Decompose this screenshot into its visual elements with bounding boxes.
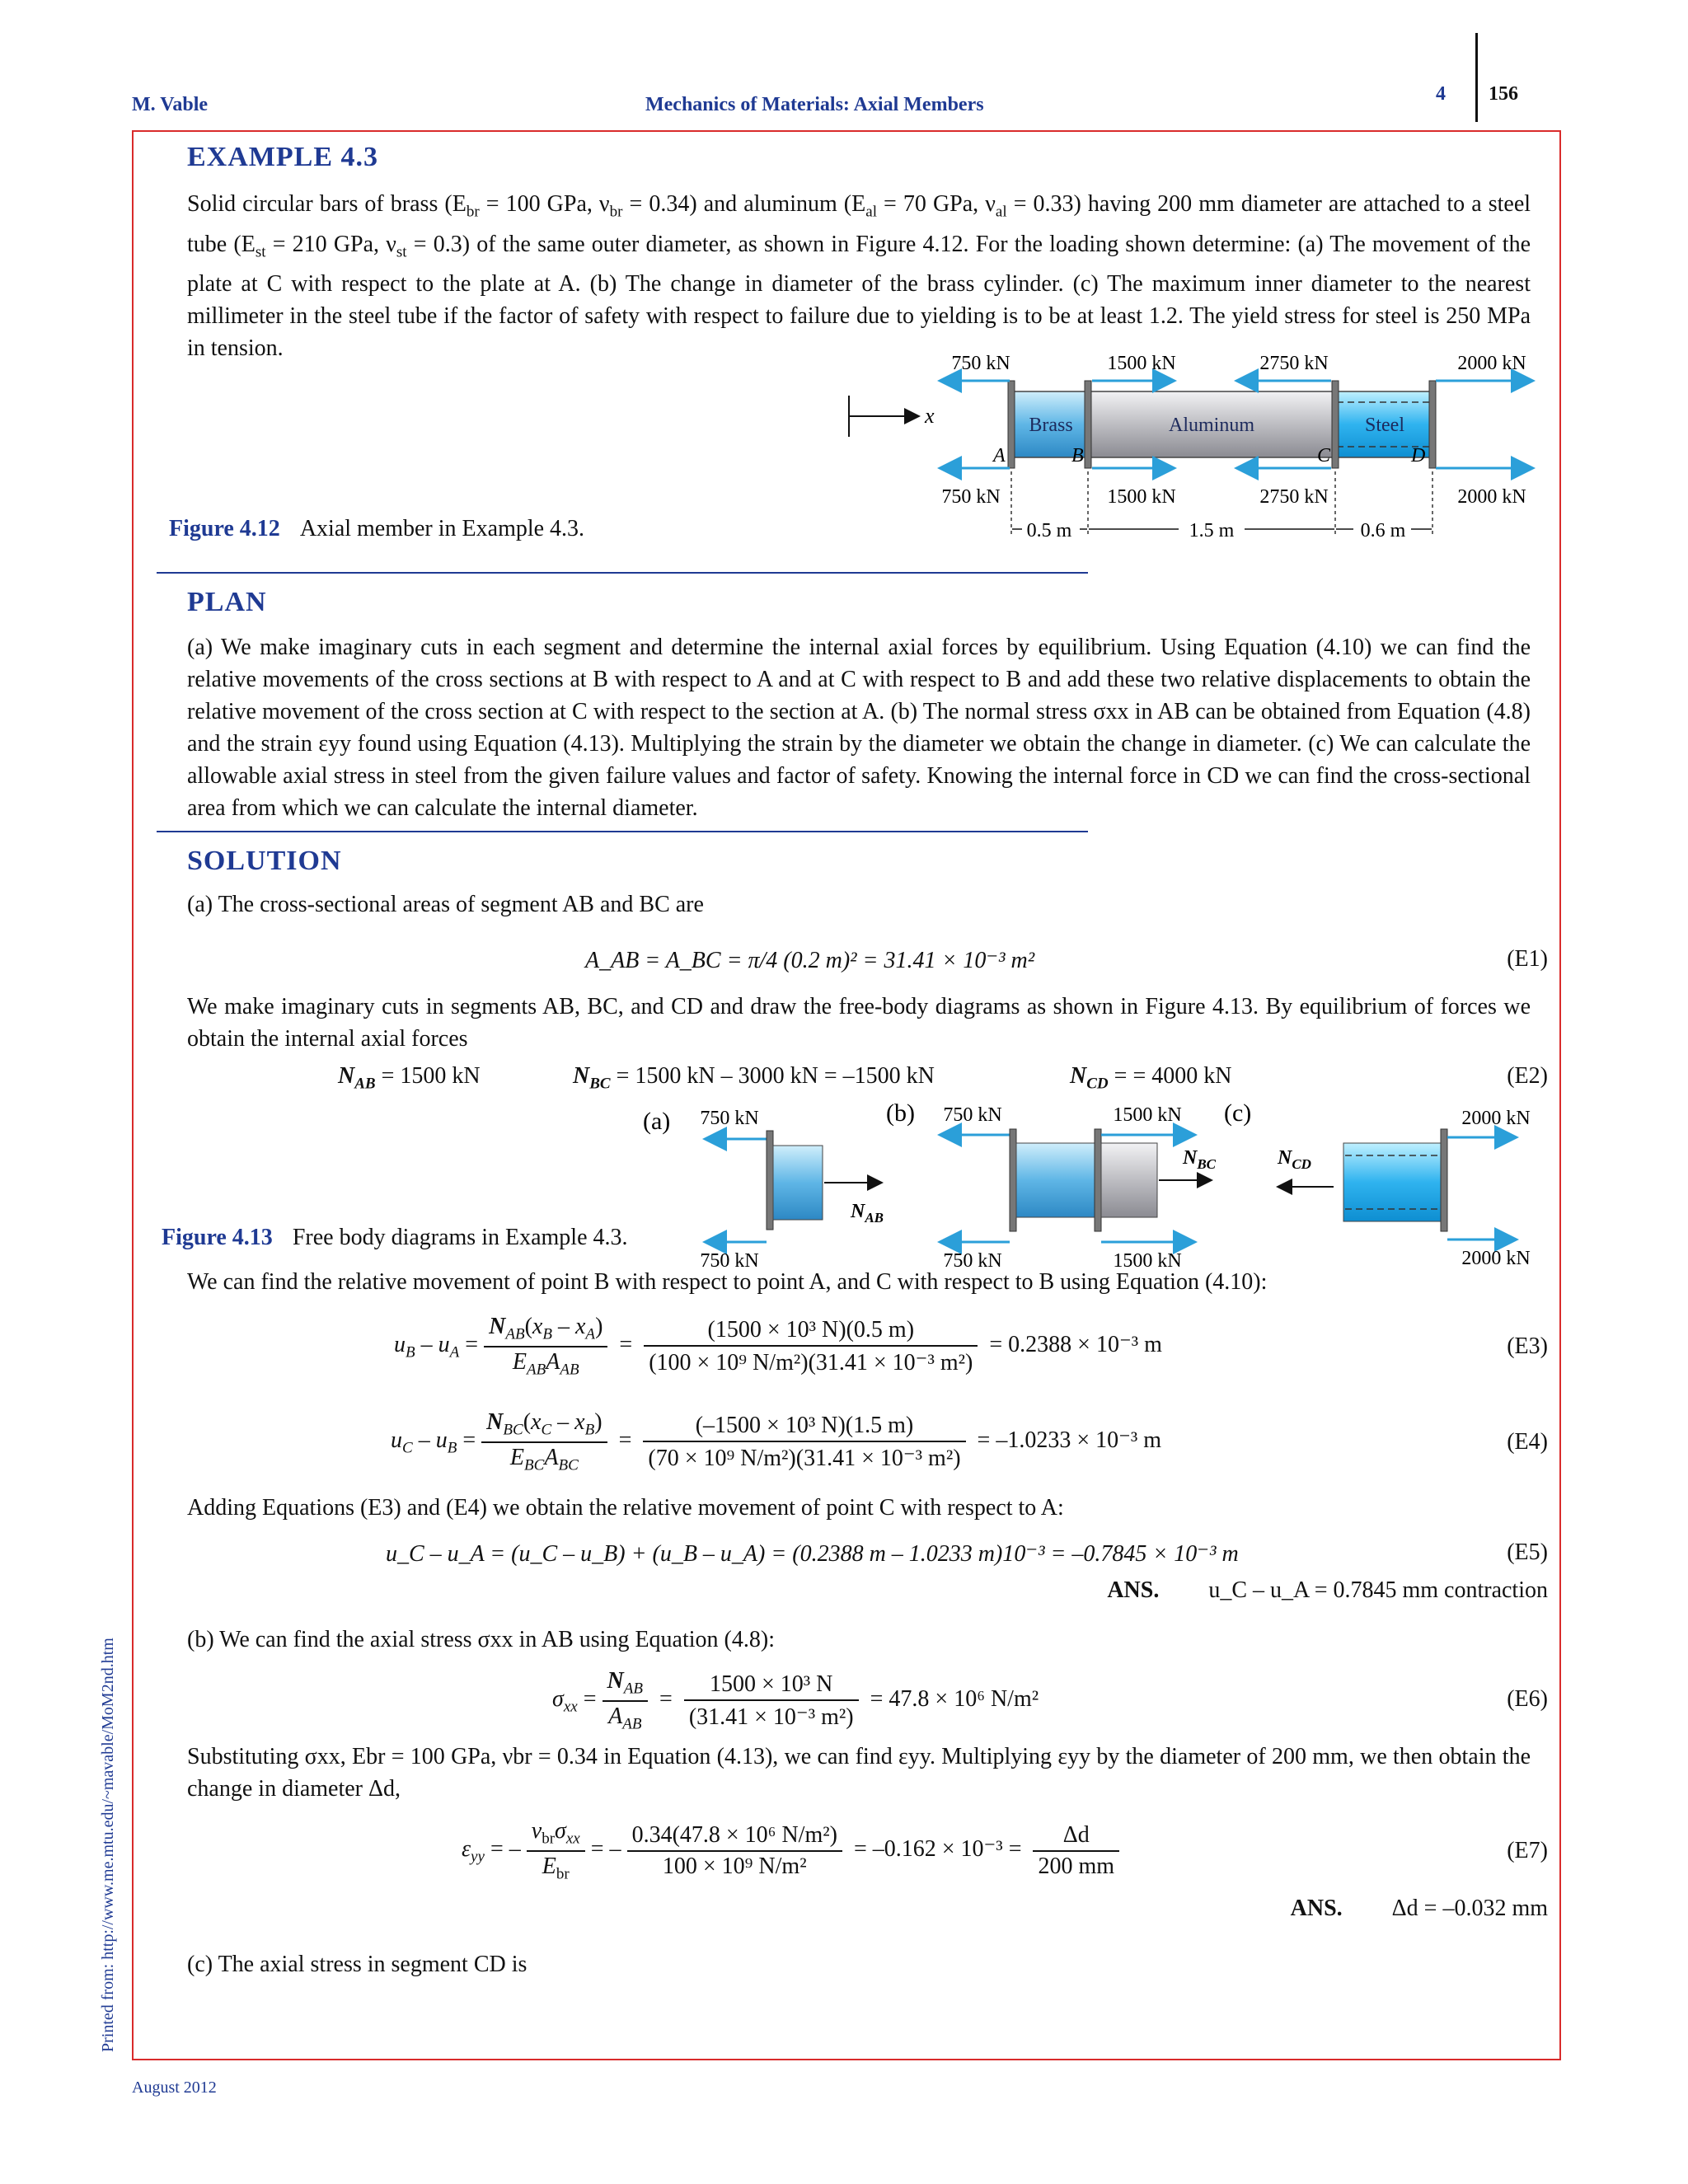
label-brass: Brass bbox=[1029, 415, 1073, 436]
plate-b bbox=[1085, 381, 1091, 468]
tag-e7: (E7) bbox=[1507, 1838, 1548, 1863]
tag-e4: (E4) bbox=[1507, 1429, 1548, 1455]
tag-e5: (E5) bbox=[1507, 1540, 1548, 1565]
tag-e2: (E2) bbox=[1507, 1063, 1548, 1089]
equation-e2-nab: $N_{AB} = 1500$ kN bbox=[338, 1063, 481, 1093]
top-force-d: 2000 kN bbox=[1457, 353, 1526, 374]
running-title: Mechanics of Materials: Axial Members bbox=[645, 94, 984, 115]
point-b: B bbox=[1071, 445, 1084, 466]
fbd-c-top-force: 2000 kN bbox=[1461, 1108, 1531, 1129]
equation-e2-ncd: $N_{CD}$ = = 4000 kN bbox=[1070, 1063, 1232, 1093]
part-b-text: (b) We can find the axial stress σxx in AB using Equation (4.8): bbox=[187, 1627, 775, 1652]
fbd-c-internal: $N_{CD}$ bbox=[1278, 1147, 1311, 1172]
fbd-b-aluminum bbox=[1101, 1143, 1157, 1217]
equation-e7: $\varepsilon_{yy}$ = – $\frac{\nu_{br}\sigma_{xx}}{E_{br}}$ = – $\frac{\text{0.34(47.8 × 10⁶ N/m²)}}{\text{100 × 10⁹ N/m²}}$ = –0.162 × 10⁻³ = $\frac{\Delta d}{200 mm}$ bbox=[462, 1818, 1119, 1883]
fbd-c-tag: (c) bbox=[1224, 1099, 1252, 1127]
page-number: 156 bbox=[1489, 83, 1518, 105]
top-force-c: 2750 kN bbox=[1259, 353, 1329, 374]
fbd-b-internal: $N_{BC}$ bbox=[1183, 1147, 1217, 1172]
figure-4-13-caption: Figure 4.13 Free body diagrams in Example 4.3. bbox=[162, 1225, 628, 1250]
equation-e1: A_AB = A_BC = π/4 (0.2 m)² = 31.41 × 10⁻³ m² bbox=[585, 948, 1035, 973]
tag-e3: (E3) bbox=[1507, 1333, 1548, 1359]
figure-4-13-diagram bbox=[635, 1098, 1541, 1271]
fbd-b-tag: (b) bbox=[886, 1099, 915, 1127]
solution-a-intro: (a) The cross-sectional areas of segment AB and BC are bbox=[187, 892, 704, 917]
cuts-text: We make imaginary cuts in segments AB, BC, and CD and draw the free-body diagrams as shown in Figure 4.13. By equilibrium of forces we obtain the internal axial forces bbox=[187, 994, 1531, 1052]
plate-a bbox=[1008, 381, 1015, 468]
dim-ab: 0.5 m bbox=[1026, 520, 1072, 541]
substituting-text: Substituting σxx, Ebr = 100 GPa, νbr = 0.34 in Equation (4.13), we can find εyy. Multiplying εyy by the diameter of 200 mm, we then obtain the change in diameter Δd, bbox=[187, 1744, 1531, 1802]
equation-e5: u_C – u_A = (u_C – u_B) + (u_B – u_A) = (0.2388 m – 1.0233 m)10⁻³ = –0.7845 × 10⁻³ m bbox=[386, 1541, 1239, 1567]
top-force-b: 1500 kN bbox=[1107, 353, 1176, 374]
adding-text: Adding Equations (E3) and (E4) we obtain the relative movement of point C with respect to A: bbox=[187, 1495, 1064, 1521]
solution-heading: SOLUTION bbox=[187, 846, 342, 876]
chapter-number: 4 bbox=[1436, 83, 1446, 105]
fbd-b-brass bbox=[1016, 1143, 1095, 1217]
answer-b: ANS. Δd = –0.032 mm bbox=[1290, 1896, 1548, 1921]
fbd-b-top-left: 750 kN bbox=[943, 1104, 1002, 1126]
problem-statement: Solid circular bars of brass ($E_{br} = 100$ GPa, $\nu_{br} = 0.34$) and aluminum ($E_{al} = 70$ GPa, $\nu_{al} = 0.33$) having 200 mm diameter are attached to a steel tube ($E_{st} = 210$ GPa, $\nu_{st} = 0.3$) of the same outer diameter, as shown in Figure 4.12. For the loading shown determine: (a) The movement of the plate at C with respect to the plate at A. (b) The change in diameter of the brass cylinder. (c) The maximum inner diameter to the nearest millimeter in the steel tube if the factor of safety with respect to failure due to yielding is to be at least 1.2. The yield stress for steel is 250 MPa in tension. bbox=[187, 191, 1531, 362]
header-divider bbox=[1475, 33, 1478, 122]
relative-movement-text: We can find the relative movement of point B with respect to point A, and C with respect to B using Equation (4.10): bbox=[187, 1269, 1268, 1295]
fbd-b-plate-mid bbox=[1095, 1129, 1101, 1231]
dim-cd: 0.6 m bbox=[1360, 520, 1406, 541]
top-force-a: 750 kN bbox=[951, 353, 1010, 374]
side-note: Printed from: http://www.me.mtu.edu/~mavable/MoM2nd.htm bbox=[99, 1638, 117, 2052]
bottom-force-a: 750 kN bbox=[941, 486, 1001, 508]
point-a: A bbox=[993, 445, 1006, 466]
figure-4-12-caption: Figure 4.12 Axial member in Example 4.3. bbox=[169, 516, 585, 541]
fbd-a-plate bbox=[767, 1131, 773, 1230]
fbd-c-bottom-force: 2000 kN bbox=[1461, 1248, 1531, 1269]
equation-e3: $u_B - u_A$ = $\frac{N_{AB}(x_B - x_A)}{E_{AB}A_{AB}}$ = $\frac{\text{(1500 × 10³ N)(0.5 m)}}{\text{(100 × 10⁹ N/m²)(31.41 × 10⁻³ m²)}}$ = 0.2388 × 10⁻³ m bbox=[394, 1314, 1162, 1379]
equation-e6: $\sigma_{xx}$ = $\frac{N_{AB}}{A_{AB}}$ = $\frac{\text{1500 × 10³ N}}{\text{(31.41 × 10⁻³ m²)}}$ = 47.8 × 10⁶ N/m² bbox=[552, 1668, 1039, 1733]
bottom-force-d: 2000 kN bbox=[1457, 486, 1526, 508]
fbd-b-bottom-right: 1500 kN bbox=[1113, 1250, 1182, 1271]
fbd-b-top-right: 1500 kN bbox=[1113, 1104, 1182, 1126]
fbd-a-internal: $N_{AB}$ bbox=[851, 1201, 884, 1226]
fbd-a-top-force: 750 kN bbox=[700, 1108, 759, 1129]
plan-rule-top bbox=[157, 572, 1088, 574]
plate-c bbox=[1332, 381, 1339, 468]
point-c: C bbox=[1317, 445, 1331, 466]
label-aluminum: Aluminum bbox=[1168, 415, 1255, 436]
equation-e2-nbc: $N_{BC} = 1500$ kN – 3000 kN = –1500 kN bbox=[573, 1063, 935, 1093]
fbd-b-bottom-left: 750 kN bbox=[943, 1250, 1002, 1271]
answer-a: ANS. u_C – u_A = 0.7845 mm contraction bbox=[1107, 1577, 1548, 1603]
fbd-c-plate bbox=[1441, 1129, 1447, 1231]
example-heading: EXAMPLE 4.3 bbox=[187, 142, 378, 172]
bottom-force-b: 1500 kN bbox=[1107, 486, 1176, 508]
label-steel: Steel bbox=[1365, 415, 1404, 436]
fbd-a-tag: (a) bbox=[643, 1108, 671, 1135]
plan-text: (a) We make imaginary cuts in each segment and determine the internal axial forces by equilibrium. Using Equation (4.10) we can find the relative movements of the cross sections at B with respect to A and at C with respect to B and add these two relative displacements to obtain the relative movement of the cross section at C with respect to the section at A. (b) The normal stress σxx in AB can be obtained from Equation (4.8) and the strain εyy found using Equation (4.13). Multiplying the strain by the diameter we obtain the change in diameter. (c) We can calculate the allowable axial stress in steel from the given failure values and factor of safety. Knowing the internal force in CD we can find the cross-sectional area from which we can calculate the internal diameter. bbox=[187, 635, 1531, 821]
bottom-force-c: 2750 kN bbox=[1259, 486, 1329, 508]
figure-4-12-diagram bbox=[824, 346, 1541, 560]
running-author: M. Vable bbox=[132, 94, 209, 115]
fbd-a-brass bbox=[773, 1146, 823, 1220]
x-axis-label: x bbox=[925, 404, 935, 428]
footer-date: August 2012 bbox=[132, 2079, 217, 2097]
plate-d bbox=[1429, 381, 1436, 468]
tag-e6: (E6) bbox=[1507, 1686, 1548, 1712]
dim-bc: 1.5 m bbox=[1189, 520, 1235, 541]
plan-heading: PLAN bbox=[187, 587, 267, 617]
point-d: D bbox=[1411, 445, 1426, 466]
tag-e1: (E1) bbox=[1507, 946, 1548, 972]
equation-e4: $u_C - u_B$ = $\frac{N_{BC}(x_C - x_B)}{E_{BC}A_{BC}}$ = $\frac{\text{(–1500 × 10³ N)(1.5 m)}}{\text{(70 × 10⁹ N/m²)(31.41 × 10⁻³ m²)}}$ = –1.0233 × 10⁻³ m bbox=[391, 1409, 1162, 1474]
plan-rule-bottom bbox=[157, 831, 1088, 832]
fbd-a-bottom-force: 750 kN bbox=[700, 1250, 759, 1271]
part-c-text: (c) The axial stress in segment CD is bbox=[187, 1952, 528, 1977]
fbd-b-plate-left bbox=[1010, 1129, 1016, 1231]
